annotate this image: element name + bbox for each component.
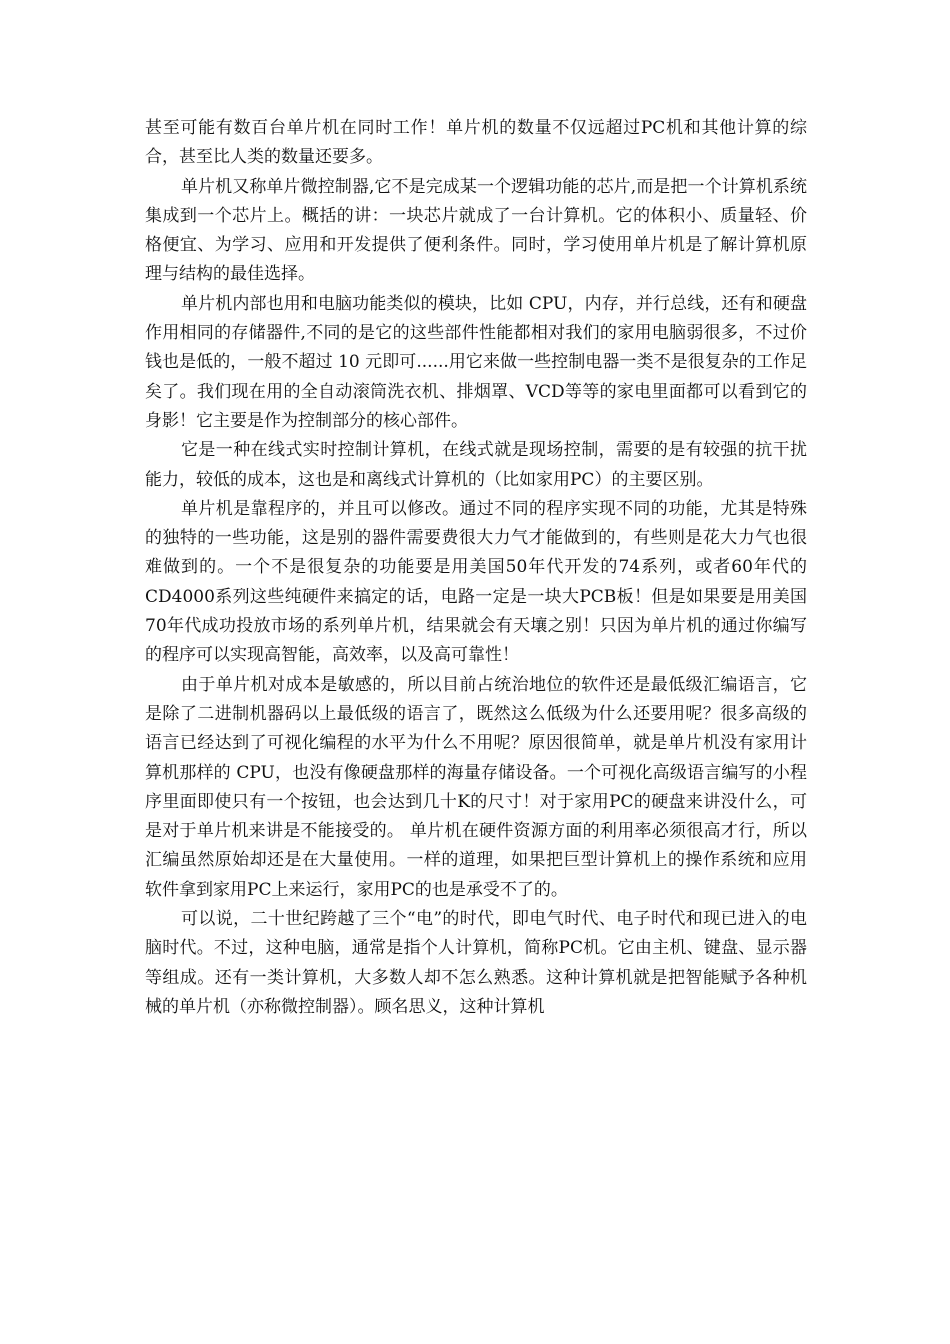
paragraph-5: 单片机是靠程序的，并且可以修改。通过不同的程序实现不同的功能，尤其是特殊的独特的一些功能，这是别的器件需要费很大力气才能做到的，有些则是花大力气也很难做到的。一个不是很复杂的功能要是用美国50年代开发的74系列，或者60年代的CD4000系列这些纯硬件来搞定的话，电路一定是一块大PCB板！但是如果要是用美国70年代成功投放市场的系列单片机，结果就会有天壤之别！只因为单片机的通过你编写的程序可以实现高智能，高效率，以及高可靠性！ <box>145 498 807 666</box>
paragraph-6: 由于单片机对成本是敏感的，所以目前占统治地位的软件还是最低级汇编语言，它是除了二进制机器码以上最低级的语言了，既然这么低级为什么还要用呢？很多高级的语言已经达到了可视化编程的水平为什么不用呢？原因很简单，就是单片机没有家用计算机那样的 CPU，也没有像硬盘那样的海量存储设备。一个可视化高级语言编写的小程序里面即使只有一个按钮，也会达到几十K的尺寸！对于家用PC的硬盘来讲没什么，可是对于单片机来讲是不能接受的。 单片机在硬件资源方面的利用率必须很高才行，所以汇编虽然原始却还是在大量使用。一样的道理，如果把巨型计算机上的操作系统和应用软件拿到家用PC上来运行，家用PC的也是承受不了的。 <box>145 674 807 900</box>
document-body <box>145 114 807 1022</box>
paragraph-1: 甚至可能有数百台单片机在同时工作！单片机的数量不仅远超过PC机和其他计算的综合，甚至比人类的数量还要多。 <box>145 118 807 168</box>
paragraph-3: 单片机内部也用和电脑功能类似的模块，比如 CPU，内存，并行总线，还有和硬盘作用相同的存储器件,不同的是它的这些部件性能都相对我们的家用电脑弱很多，不过价钱也是低的，一般不超过 10 元即可......用它来做一些控制电器一类不是很复杂的工作足矣了。我们现在用的全自动滚筒洗衣机、排烟罩、VCD等等的家电里面都可以看到它的身影！它主要是作为控制部分的核心部件。 <box>145 293 807 431</box>
paragraph-4: 它是一种在线式实时控制计算机，在线式就是现场控制，需要的是有较强的抗干扰能力，较低的成本，这也是和离线式计算机的（比如家用PC）的主要区别。 <box>145 440 807 490</box>
paragraph-7: 可以说，二十世纪跨越了三个“电”的时代，即电气时代、电子时代和现已进入的电脑时代。不过，这种电脑，通常是指个人计算机，简称PC机。它由主机、键盘、显示器等组成。还有一类计算机，大多数人却不怎么熟悉。这种计算机就是把智能赋予各种机械的单片机（亦称微控制器）。顾名思义，这种计算机 <box>145 909 807 1017</box>
paragraph-2: 单片机又称单片微控制器,它不是完成某一个逻辑功能的芯片,而是把一个计算机系统集成到一个芯片上。概括的讲：一块芯片就成了一台计算机。它的体积小、质量轻、价格便宜、为学习、应用和开发提供了便利条件。同时，学习使用单片机是了解计算机原理与结构的最佳选择。 <box>145 176 807 285</box>
